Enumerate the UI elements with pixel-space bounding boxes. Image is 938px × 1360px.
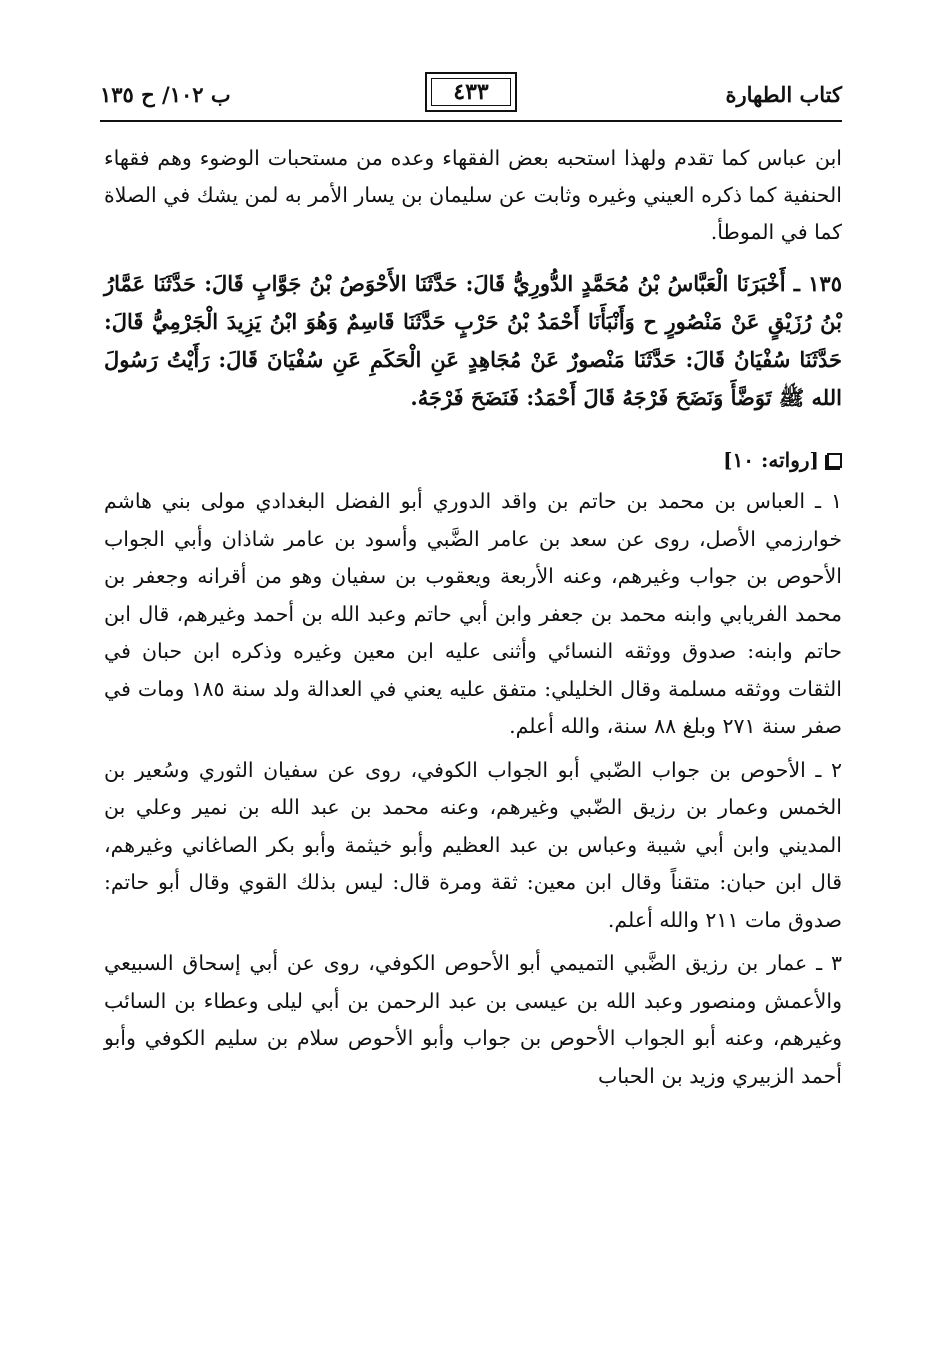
- book-title: كتاب الطهارة: [725, 82, 842, 107]
- chapter-hadith-reference: ب ١٠٢/ ح ١٣٥: [100, 82, 231, 107]
- page-number: ٤٣٣: [453, 79, 489, 105]
- narrators-heading: [104, 443, 842, 477]
- page-body: [104, 140, 842, 1095]
- narrator-entry-1: ١ ـ العباس بن محمد بن حاتم بن واقد الدوري أبو الفضل البغدادي مولى بني هاشم خوارزمي الأصل، روى عن سعد بن عامر الضَّبي وأسود بن عامر شاذان وأبي الجواب الأحوص بن جواب وغيرهم، وعنه الأربعة ويعقوب بن سفيان وهو من أقرانه وجعفر بن محمد الفريابي وابنه محمد بن جعفر وابن أبي حاتم وعبد الله بن أحمد وغيرهم، قال ابن حاتم وابنه: صدوق ووثقه النسائي وأثنى عليه ابن معين وغيره وذكره ابن حبان في الثقات ووثقه مسلمة وقال الخليلي: متفق عليه يعني في العدالة ولد سنة ١٨٥ ومات في صفر سنة ٢٧١ وبلغ ٨٨ سنة، والله أعلم.: [104, 489, 842, 738]
- narrators-heading-label: [رواته: ١٠]: [723, 448, 819, 472]
- commentary-paragraph: ابن عباس كما تقدم ولهذا استحبه بعض الفقهاء وعده من مستحبات الوضوء وهم فقهاء الحنفية كما ذكره العيني وغيره وثابت عن سليمان بن يسار الأمر به لمن يشك في الصلاة كما في الموطأ.: [104, 146, 842, 244]
- hadith-text: ١٣٥ ـ أَخْبَرَنَا الْعَبَّاسُ بْنُ مُحَمَّدٍ الدُّورِيُّ قَالَ: حَدَّثَنَا الأَحْوَصُ بْنُ جَوَّابٍ قَالَ: حَدَّثَنَا عَمَّارُ بْنُ رُزَيْقٍ عَنْ مَنْصُورٍ ح وَأَنْبَأَنَا أَحْمَدُ بْنُ حَرْبٍ حَدَّثَنَا قَاسِمٌ وَهُوَ ابْنُ يَزِيدَ الْجَرْمِيُّ قَالَ: حَدَّثَنَا سُفْيَانُ قَالَ: حَدَّثَنَا مَنْصورٌ عَنْ مُجَاهِدٍ عَنِ الْحَكَمِ عَنِ سُفْيَانَ قَالَ: رَأَيْتُ رَسُولَ الله ﷺ تَوَضَّأَ وَنَضَحَ فَرْجَهُ قَالَ أَحْمَدُ: فَنَضَحَ فَرْجَهُ.: [104, 271, 842, 410]
- page-number-frame: [425, 72, 517, 112]
- narrator-entry-3: ٣ ـ عمار بن رزيق الضَّبي التميمي أبو الأحوص الكوفي، روى عن أبي إسحاق السبيعي والأعمش ومنصور وعبد الله بن عيسى بن عبد الرحمن بن أبي ليلى وعطاء بن السائب وغيرهم، وعنه أبو الجواب الأحوص بن جواب وأبو الأحوص سلام بن سليم الكوفي وأبو أحمد الزبيري وزيد بن الحباب: [104, 951, 842, 1088]
- square-box-icon: [827, 453, 842, 468]
- page-header: [100, 72, 842, 122]
- narrator-entry-2: ٢ ـ الأحوص بن جواب الضّبي أبو الجواب الكوفي، روى عن سفيان الثوري وسُعير بن الخمس وعمار بن رزيق الضّبي وغيرهم، وعنه محمد بن عبد الله بن نمير وعلي بن المديني وابن أبي شيبة وعباس بن عبد العظيم وأبو خيثمة وأبو بكر الصاغاني وغيرهم، قال ابن حبان: متقناً وقال ابن معين: ثقة ومرة قال: ليس بذلك القوي وقال أبو حاتم: صدوق مات ٢١١ والله أعلم.: [104, 757, 842, 932]
